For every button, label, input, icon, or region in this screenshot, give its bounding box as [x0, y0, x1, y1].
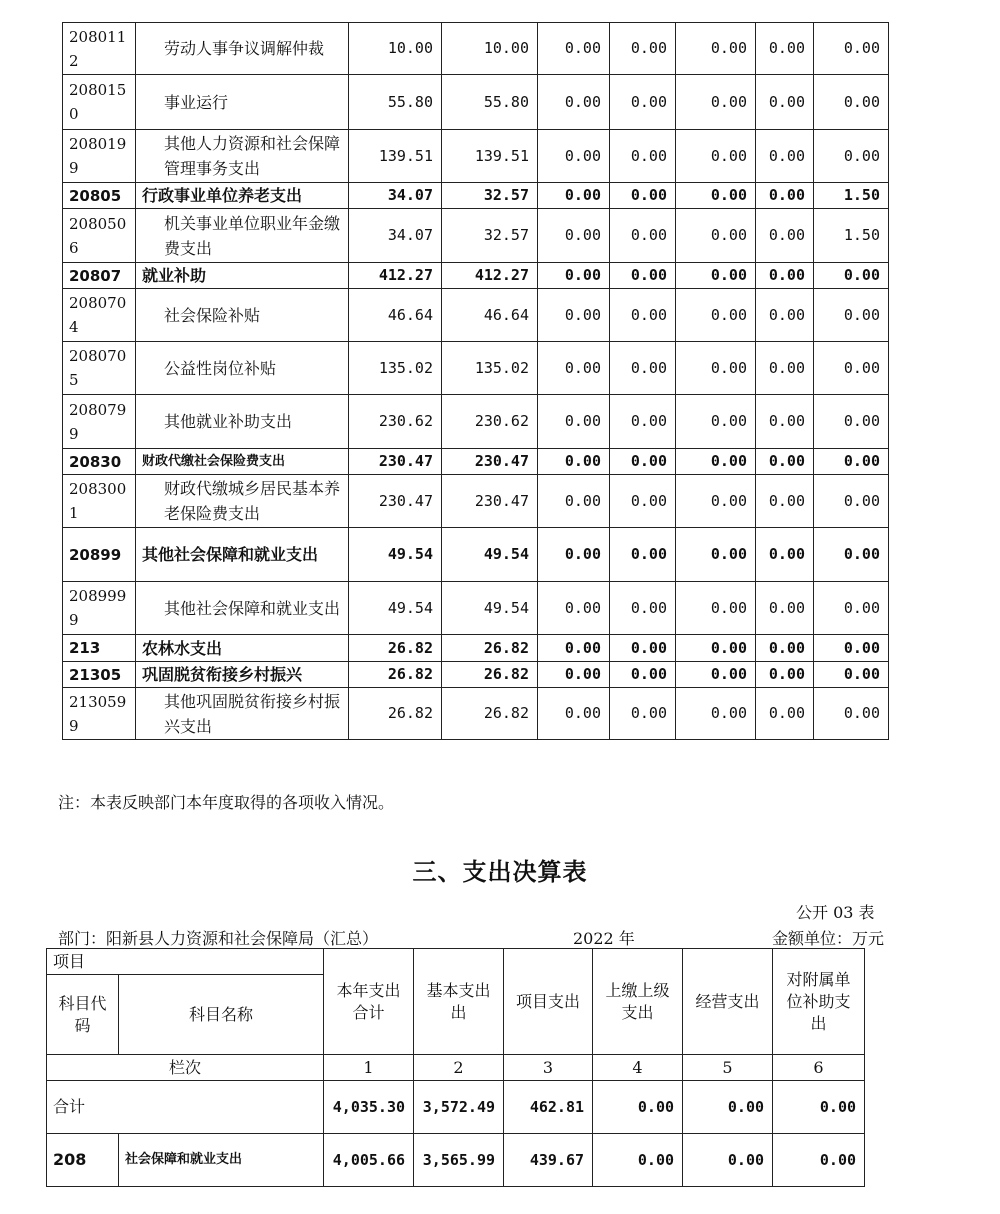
row-value: 0.00 [814, 395, 889, 449]
row-value: 0.00 [538, 289, 610, 342]
row-value: 0.00 [538, 662, 610, 688]
total-value: 0.00 [593, 1081, 683, 1134]
column-number: 2 [414, 1055, 504, 1081]
row-value: 0.00 [814, 289, 889, 342]
row-code: 2080199 [63, 130, 136, 183]
row-name: 其他巩固脱贫衔接乡村振兴支出 [136, 688, 349, 740]
row-value: 139.51 [349, 130, 442, 183]
row-value: 0.00 [814, 528, 889, 582]
row-value: 0.00 [538, 635, 610, 662]
row-value: 0.00 [676, 23, 756, 75]
table-row [63, 342, 889, 395]
row-value: 0.00 [756, 688, 814, 740]
header-subsidy: 对附属单位补助支出 [773, 949, 865, 1055]
row-code: 20899 [63, 528, 136, 582]
table-row [63, 209, 889, 263]
row-name: 其他人力资源和社会保障管理事务支出 [136, 130, 349, 183]
row-value: 0.00 [676, 662, 756, 688]
row-value: 49.54 [349, 582, 442, 635]
row-value: 0.00 [538, 342, 610, 395]
row-value: 0.00 [756, 183, 814, 209]
row-value: 0.00 [538, 449, 610, 475]
row-value: 0.00 [756, 209, 814, 263]
table-row [63, 449, 889, 475]
row-value: 135.02 [349, 342, 442, 395]
row-value: 0.00 [756, 662, 814, 688]
row-value: 230.62 [442, 395, 538, 449]
row-value: 135.02 [442, 342, 538, 395]
row-value: 49.54 [442, 582, 538, 635]
column-number: 5 [683, 1055, 773, 1081]
row-value: 0.00 [676, 209, 756, 263]
section-title: 三、支出决算表 [412, 858, 588, 886]
row-code: 2080506 [63, 209, 136, 263]
row-value: 0.00 [610, 582, 676, 635]
row-value: 0.00 [756, 635, 814, 662]
row-value: 49.54 [349, 528, 442, 582]
row-value: 0.00 [814, 263, 889, 289]
row-code: 208 [47, 1134, 119, 1187]
table-note: 注：本表反映部门本年度取得的各项收入情况。 [58, 793, 395, 812]
header-name: 科目名称 [119, 975, 324, 1055]
row-code: 2130599 [63, 688, 136, 740]
header-operating: 经营支出 [683, 949, 773, 1055]
row-value: 0.00 [676, 688, 756, 740]
row-value: 0.00 [756, 23, 814, 75]
column-number: 3 [504, 1055, 593, 1081]
row-value: 0.00 [610, 23, 676, 75]
row-value: 0.00 [676, 395, 756, 449]
row-value: 34.07 [349, 183, 442, 209]
row-value: 0.00 [756, 289, 814, 342]
total-value: 0.00 [683, 1081, 773, 1134]
row-value: 139.51 [442, 130, 538, 183]
total-value: 462.81 [504, 1081, 593, 1134]
row-value: 0.00 [610, 183, 676, 209]
row-value: 0.00 [756, 475, 814, 528]
total-value: 4,035.30 [324, 1081, 414, 1134]
table-row [63, 289, 889, 342]
row-name: 巩固脱贫衔接乡村振兴 [136, 662, 349, 688]
row-value: 0.00 [538, 183, 610, 209]
row-code: 2080704 [63, 289, 136, 342]
row-value: 0.00 [676, 528, 756, 582]
row-value: 0.00 [538, 263, 610, 289]
header-basic: 基本支出出 [414, 949, 504, 1055]
row-value: 0.00 [538, 582, 610, 635]
row-value: 26.82 [349, 688, 442, 740]
row-value: 0.00 [538, 688, 610, 740]
row-value: 412.27 [442, 263, 538, 289]
table-row [63, 263, 889, 289]
year-label: 2022 年 [573, 929, 635, 948]
row-value: 0.00 [756, 582, 814, 635]
row-code: 20807 [63, 263, 136, 289]
row-code: 20830 [63, 449, 136, 475]
row-name: 机关事业单位职业年金缴费支出 [136, 209, 349, 263]
expense-table [46, 948, 865, 1187]
row-value: 32.57 [442, 209, 538, 263]
row-value: 0.00 [814, 475, 889, 528]
row-value: 0.00 [676, 582, 756, 635]
row-value: 0.00 [814, 75, 889, 130]
total-value: 3,572.49 [414, 1081, 504, 1134]
row-value: 230.47 [349, 449, 442, 475]
row-name: 社会保障和就业支出 [119, 1134, 324, 1187]
row-value: 55.80 [349, 75, 442, 130]
row-name: 财政代缴城乡居民基本养老保险费支出 [136, 475, 349, 528]
row-value: 439.67 [504, 1134, 593, 1187]
row-value: 0.00 [756, 263, 814, 289]
row-value: 46.64 [442, 289, 538, 342]
row-value: 0.00 [773, 1134, 865, 1187]
total-value: 0.00 [773, 1081, 865, 1134]
row-value: 0.00 [538, 395, 610, 449]
column-number: 6 [773, 1055, 865, 1081]
row-value: 0.00 [610, 635, 676, 662]
row-value: 0.00 [814, 130, 889, 183]
column-number: 1 [324, 1055, 414, 1081]
department-label: 部门：阳新县人力资源和社会保障局（汇总） [58, 929, 379, 948]
header-remit: 上缴上级支出 [593, 949, 683, 1055]
row-value: 0.00 [814, 342, 889, 395]
row-value: 0.00 [610, 395, 676, 449]
row-name: 就业补助 [136, 263, 349, 289]
row-value: 10.00 [442, 23, 538, 75]
column-label: 栏次 [47, 1055, 324, 1081]
table-row [63, 688, 889, 740]
row-value: 10.00 [349, 23, 442, 75]
row-value: 0.00 [756, 342, 814, 395]
row-name: 其他社会保障和就业支出 [136, 582, 349, 635]
row-value: 0.00 [610, 342, 676, 395]
row-code: 20805 [63, 183, 136, 209]
header-project: 项目支出 [504, 949, 593, 1055]
table-row [63, 528, 889, 582]
row-value: 0.00 [676, 449, 756, 475]
row-value: 0.00 [610, 528, 676, 582]
row-code: 2080705 [63, 342, 136, 395]
column-number: 4 [593, 1055, 683, 1081]
row-code: 213 [63, 635, 136, 662]
row-value: 32.57 [442, 183, 538, 209]
row-value: 0.00 [683, 1134, 773, 1187]
row-value: 0.00 [756, 449, 814, 475]
row-value: 0.00 [756, 395, 814, 449]
row-value: 0.00 [814, 688, 889, 740]
row-value: 0.00 [676, 75, 756, 130]
row-value: 412.27 [349, 263, 442, 289]
table-row [63, 130, 889, 183]
row-value: 230.47 [442, 475, 538, 528]
row-value: 0.00 [676, 183, 756, 209]
row-value: 0.00 [610, 449, 676, 475]
row-value: 26.82 [349, 635, 442, 662]
row-value: 0.00 [610, 289, 676, 342]
row-value: 0.00 [538, 528, 610, 582]
row-value: 0.00 [610, 688, 676, 740]
row-name: 财政代缴社会保险费支出 [136, 449, 349, 475]
row-value: 0.00 [538, 23, 610, 75]
row-code: 2089999 [63, 582, 136, 635]
row-name: 其他就业补助支出 [136, 395, 349, 449]
table-row [63, 475, 889, 528]
row-value: 0.00 [676, 342, 756, 395]
row-value: 26.82 [442, 688, 538, 740]
row-value: 1.50 [814, 209, 889, 263]
row-name: 公益性岗位补贴 [136, 342, 349, 395]
row-name: 事业运行 [136, 75, 349, 130]
row-value: 0.00 [610, 662, 676, 688]
income-table [62, 22, 889, 740]
row-code: 2080150 [63, 75, 136, 130]
row-value: 0.00 [756, 75, 814, 130]
header-code: 科目代码 [47, 975, 119, 1055]
row-value: 0.00 [814, 582, 889, 635]
row-value: 1.50 [814, 183, 889, 209]
row-value: 0.00 [756, 528, 814, 582]
table-row [63, 395, 889, 449]
row-value: 0.00 [610, 475, 676, 528]
header-total: 本年支出合计 [324, 949, 414, 1055]
row-name: 社会保险补贴 [136, 289, 349, 342]
row-name: 劳动人事争议调解仲裁 [136, 23, 349, 75]
row-value: 230.47 [442, 449, 538, 475]
row-value: 34.07 [349, 209, 442, 263]
total-label: 合计 [47, 1081, 324, 1134]
row-value: 0.00 [676, 130, 756, 183]
row-code: 21305 [63, 662, 136, 688]
table-row [63, 183, 889, 209]
row-value: 26.82 [442, 635, 538, 662]
row-value: 0.00 [610, 130, 676, 183]
row-name: 其他社会保障和就业支出 [136, 528, 349, 582]
row-value: 0.00 [814, 635, 889, 662]
form-number: 公开 03 表 [796, 903, 875, 922]
row-value: 55.80 [442, 75, 538, 130]
row-value: 0.00 [814, 449, 889, 475]
row-value: 0.00 [756, 130, 814, 183]
row-value: 0.00 [610, 209, 676, 263]
row-value: 0.00 [676, 475, 756, 528]
row-value: 0.00 [610, 75, 676, 130]
row-value: 0.00 [538, 475, 610, 528]
row-value: 0.00 [676, 289, 756, 342]
row-value: 0.00 [814, 662, 889, 688]
table-row [63, 662, 889, 688]
row-value: 230.47 [349, 475, 442, 528]
row-value: 26.82 [349, 662, 442, 688]
row-value: 0.00 [593, 1134, 683, 1187]
row-code: 2083001 [63, 475, 136, 528]
row-value: 26.82 [442, 662, 538, 688]
row-value: 230.62 [349, 395, 442, 449]
row-code: 2080799 [63, 395, 136, 449]
row-value: 3,565.99 [414, 1134, 504, 1187]
row-name: 农林水支出 [136, 635, 349, 662]
row-value: 0.00 [814, 23, 889, 75]
row-value: 46.64 [349, 289, 442, 342]
row-value: 0.00 [538, 130, 610, 183]
table-row [63, 635, 889, 662]
header-item: 项目 [47, 949, 324, 975]
table-row [63, 23, 889, 75]
row-value: 49.54 [442, 528, 538, 582]
row-value: 0.00 [538, 75, 610, 130]
table-row [63, 75, 889, 130]
row-value: 4,005.66 [324, 1134, 414, 1187]
row-name: 行政事业单位养老支出 [136, 183, 349, 209]
row-code: 2080112 [63, 23, 136, 75]
row-value: 0.00 [676, 635, 756, 662]
table-row [63, 582, 889, 635]
row-value: 0.00 [538, 209, 610, 263]
row-value: 0.00 [610, 263, 676, 289]
row-value: 0.00 [676, 263, 756, 289]
unit-label: 金额单位：万元 [772, 929, 885, 948]
